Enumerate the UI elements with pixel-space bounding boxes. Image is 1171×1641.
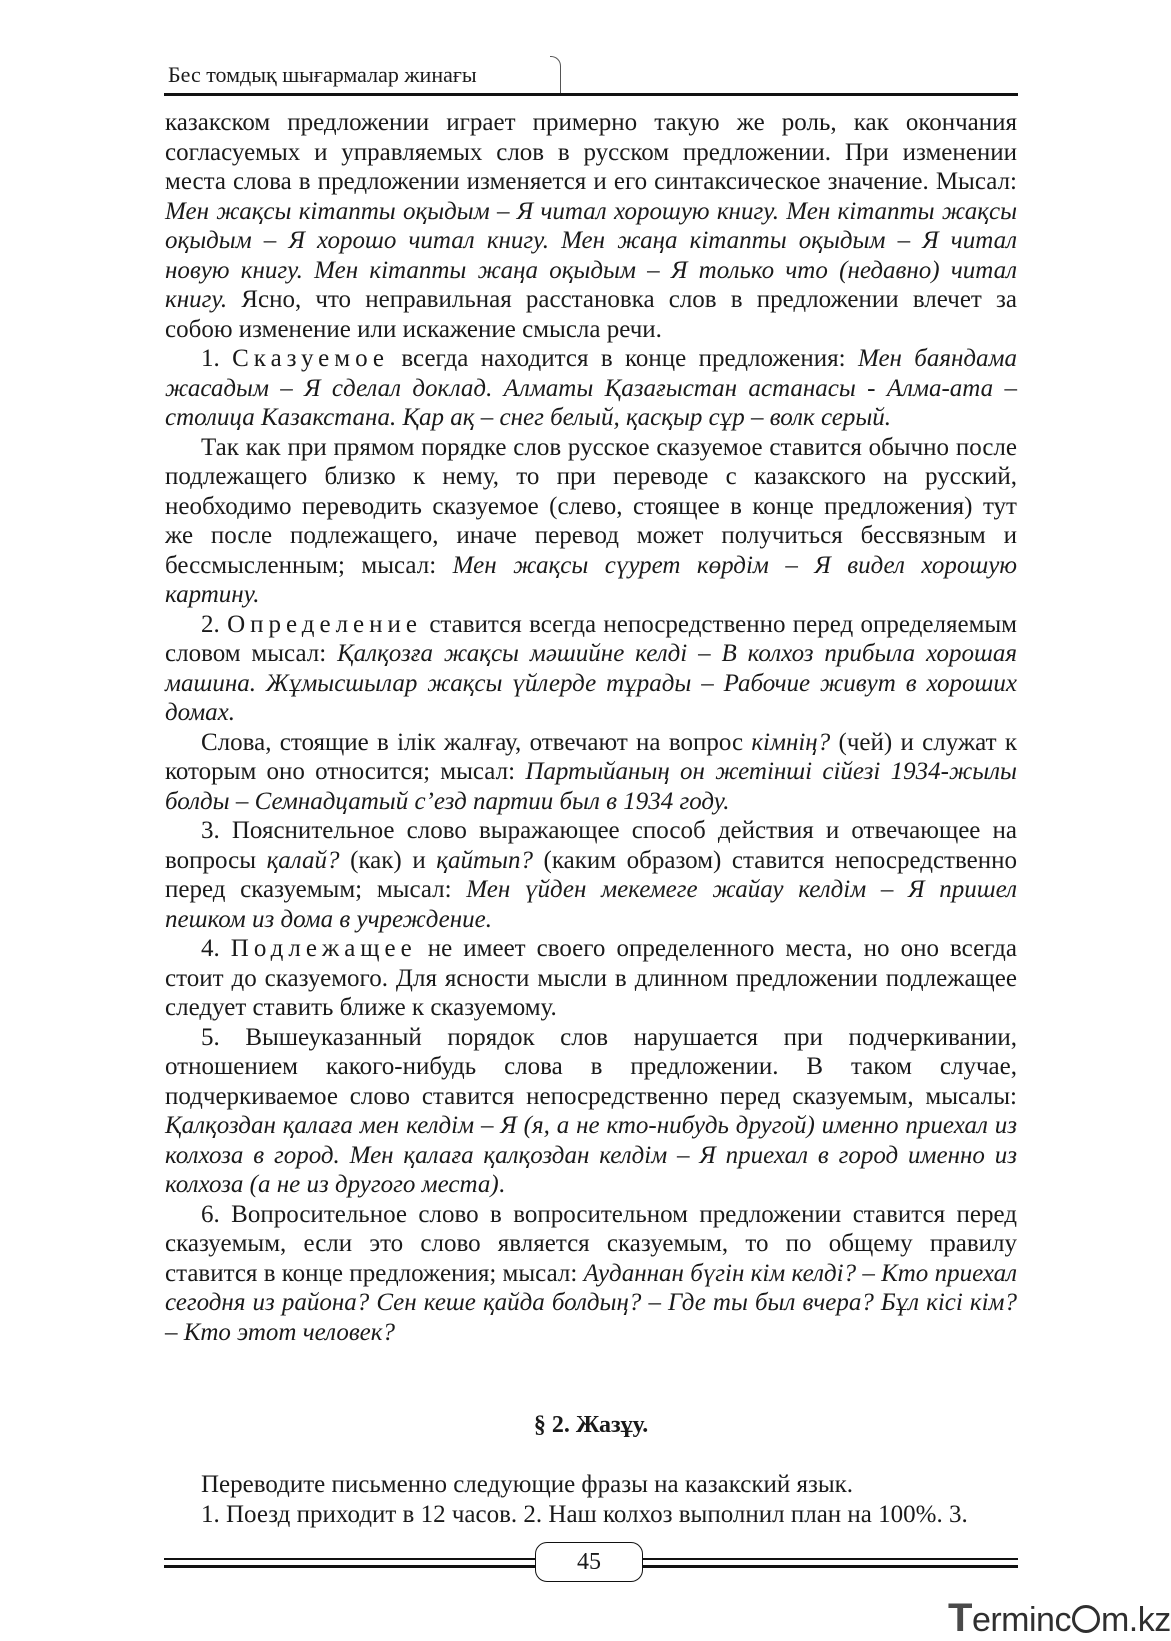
paragraph-predicate: 1. Сказуемое всегда находится в конце предложения: Мен баяндама жасадым – Я сделал доклад. Алматы Қазағыстан астанасы - Алма-ата – столица Казакстана. Қар ақ – снег белый, қасқыр сұр – волк серый.	[165, 345, 1018, 431]
paragraph-question: 6. Вопросительное слово в вопросительном предложении ставится перед сказуемым, если это слово является сказуемым, то по общему правилу ставится в конце предложения; мысал: Ауданнан бүгін кім келді? – Кто приехал сегодня из района? Сен кеше қайда болдың? – Где ты был вчера? Бұл кісі кім? – Кто этот человек?	[165, 1200, 1017, 1346]
header-rule	[164, 93, 1018, 96]
term-attribute: Определение	[227, 610, 423, 638]
page-number: 45	[535, 1542, 643, 1582]
header-tab-decoration	[550, 56, 561, 95]
paragraph-adverbial: 3. Пояснительное слово выражающее способ действия и отвечающее на вопросы қалай? (как) и қайтып? (каким образом) ставится непосредственно перед сказуемым; мысал: Мен үйден мекемеге жайау келдім – Я пришел пешком из дома в учреждение.	[165, 817, 1017, 933]
example-text: Ауданнан бүгін кім келді? – Кто приехал сегодня из района? Сен кеше қайда болдың? – Где ты был вчера? Бұл кісі кім? – Кто этот человек?	[165, 1259, 1017, 1346]
example-text: Мен жақсы кітапты оқыдым – Я читал хорошую книгу. Мен кітапты жақсы оқыдым – Я хорошо читал книгу. Мен жаңа кітапты оқыдым – Я читал новую книгу. Мен кітапты жаңа оқыдым – Я только что (недавно) читал книгу.	[165, 197, 1017, 313]
exercise-block	[165, 1470, 1017, 1530]
exercise-instruction: Переводите письменно следующие фразы на казакский язык.	[201, 1471, 854, 1498]
example-text: Мен баяндама жасадым – Я сделал доклад. Алматы Қазағыстан астанасы - Алма-ата – столица Казакстана. Қар ақ – снег белый, қасқыр сұр – волк серый.	[165, 345, 1018, 431]
example-text: Партыйаның он жетінші сійезі 1934-жылы болды – Семнадцатый с’езд партии был в 1934 году.	[165, 758, 1017, 815]
example-text: Мен үйден мекемеге жайау келдім – Я пришел пешком из дома в учреждение.	[165, 876, 1017, 933]
paragraph-1: казакском предложении играет примерно такую же роль, как окончания согласуемых и управляемых слов в русском предложении. При изменении места слова в предложении изменяется и его синтаксическое значение. Мысал: Мен жақсы кітапты оқыдым – Я читал хорошую книгу. Мен кітапты жақсы оқыдым – Я хорошо читал книгу. Мен жаңа кітапты оқыдым – Я читал новую книгу. Мен кітапты жаңа оқыдым – Я только что (недавно) читал книгу. Ясно, что неправильная расстановка слов в предложении влечет за собою изменение или искажение смысла речи.	[165, 109, 1017, 343]
paragraph-3: Так как при прямом порядке слов русское сказуемое ставится обычно после подлежащего близко к нему, то при переводе с казакского на русский, необходимо переводить сказуемое (слево, стоящее в конце предложения) тут же после подлежащего, иначе перевод может получиться бессвязным и бессмысленным; мысал: Мен жақсы сүурет көрдім – Я видел хорошую картину.	[165, 433, 1017, 608]
example-text: Қалқоздан қалаға мен келдім – Я (я, а не кто-нибудь другой) именно приехал из колхоза в город. Мен қалаға қалқоздан келдім – Я приехал в город именно из колхоза (а не из другого места)	[165, 1112, 1017, 1198]
paragraph-emphasis: 5. Вышеуказанный порядок слов нарушается при подчеркивании, отношением какого-нибудь слова в предложении. В таком случае, подчеркиваемое слово ставится непосредственно перед сказуемым, мысалы: Қалқоздан қалаға мен келдім – Я (я, а не кто-нибудь другой) именно приехал из колхоза в город. Мен қалаға қалқоздан келдім – Я приехал в город именно из колхоза (а не из другого места).	[165, 1023, 1017, 1198]
example-text: Қалқозға жақсы мәшийне келді – В колхоз прибыла хорошая машина. Жұмысшылар жақсы үйлерде тұрады – Рабочие живут в хороших домах.	[165, 640, 1017, 726]
watermark-logo: Terminc m.kz	[948, 1596, 1171, 1640]
page-body	[165, 108, 1017, 1347]
paragraph-attribute: 2. Определение ставится всегда непосредственно перед определяемым словом мысал: Қалқозға жақсы мәшийне келді – В колхоз прибыла хорошая машина. Жұмысшылар жақсы үйлерде тұрады – Рабочие живут в хороших домах.	[165, 610, 1018, 726]
example-text: Мен жақсы сүурет көрдім – Я видел хорошую картину.	[165, 551, 1017, 608]
watermark-circle-icon	[1072, 1605, 1100, 1633]
term-subject: Подлежащее	[230, 935, 417, 962]
section-heading: § 2. Жазұу.	[533, 1412, 649, 1438]
exercise-sentences: 1. Поезд приходит в 12 часов. 2. Наш колхоз выполнил план на 100%. 3.	[201, 1501, 968, 1528]
paragraph-5: Слова, стоящие в ілік жалғау, отвечают на вопрос кімнің? (чей) и служат к которым оно относится; мысал: Партыйаның он жетінші сійезі 1934-жылы болды – Семнадцатый с’езд партии был в 1934 году.	[165, 728, 1017, 815]
term-predicate: Сказуемое	[232, 345, 390, 372]
running-header-title: Бес томдық шығармалар жинағы	[168, 62, 477, 87]
paragraph-subject: 4. Подлежащее не имеет своего определенного места, но оно всегда стоит до сказуемого. Для ясности мысли в длинном предложении подлежащее следует ставить ближе к сказуемому.	[165, 935, 1017, 1021]
